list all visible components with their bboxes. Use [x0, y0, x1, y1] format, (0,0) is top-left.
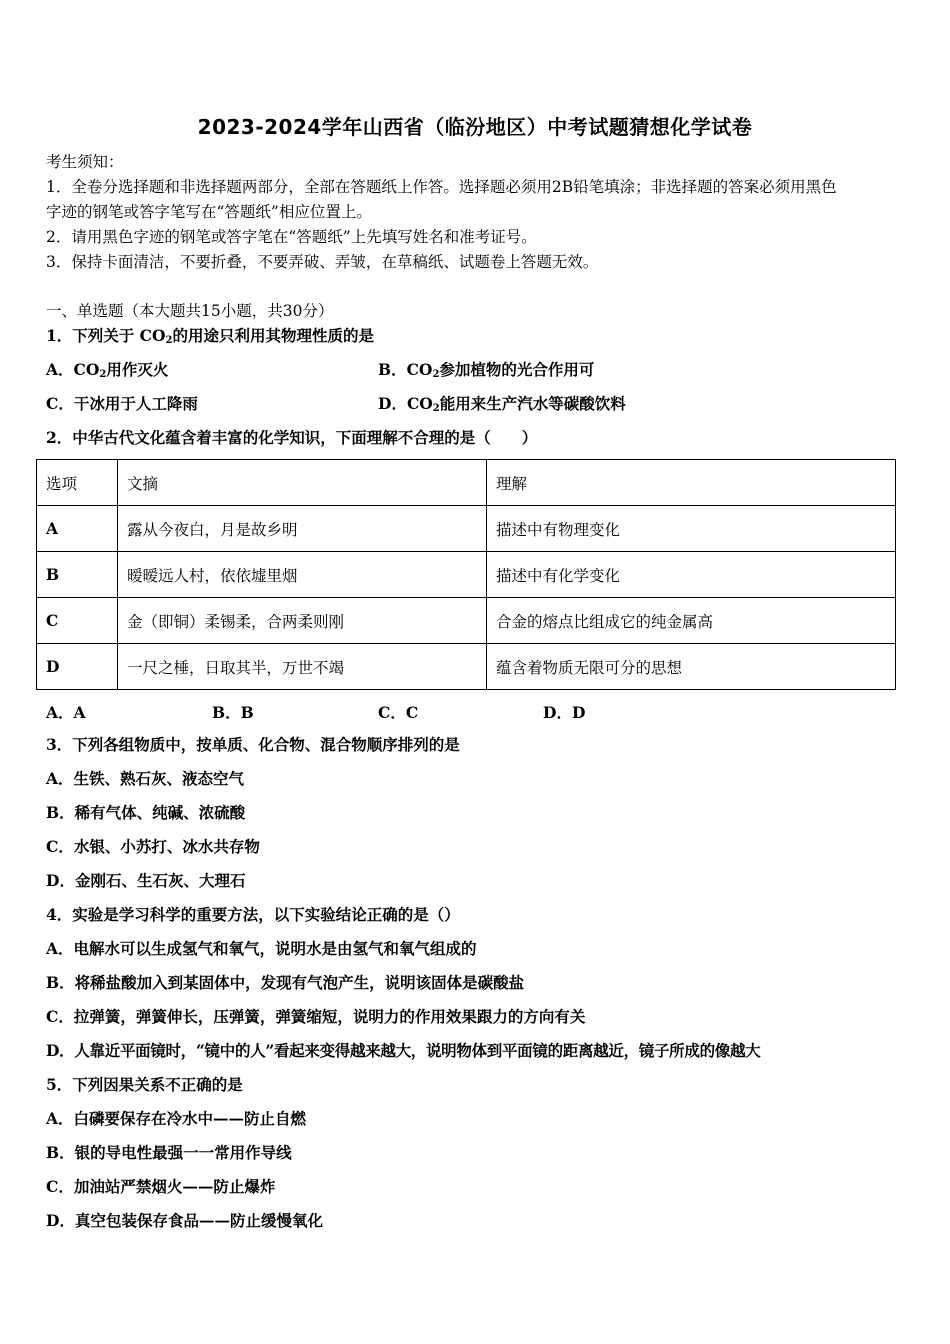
table-cell: 暧暧远人村，依依墟里烟: [118, 552, 487, 598]
table-header-cell: 选项: [37, 460, 118, 506]
table-cell: 一尺之棰，日取其半，万世不竭: [118, 644, 487, 690]
q4-option-c: C．拉弹簧，弹簧伸长，压弹簧，弹簧缩短，说明力的作用效果跟力的方向有关: [46, 1007, 586, 1026]
section-heading: 一、单选题（本大题共15小题，共30分）: [46, 302, 334, 320]
q1-option-b: B．$CO_2$参加植物的光合作用可: [378, 360, 595, 380]
table-row: [37, 552, 896, 598]
q3-stem: 3．下列各组物质中，按单质、化合物、混合物顺序排列的是: [46, 735, 460, 754]
q2-stem: 2．中华古代文化蕴含着丰富的化学知识，下面理解不合理的是（ ）: [46, 428, 538, 447]
table-row: [37, 506, 896, 552]
q5-option-c: C．加油站严禁烟火——防止爆炸: [46, 1177, 276, 1196]
notice-item: 2．请用黑色字迹的钢笔或答字笔在“答题纸”上先填写姓名和准考证号。: [46, 228, 537, 246]
q1-stem: 1．下列关于 $CO_2$的用途只利用其物理性质的是: [46, 326, 375, 346]
table-cell: D: [37, 644, 118, 690]
notice-item: 3．保持卡面清洁，不要折叠，不要弄破、弄皱，在草稿纸、试题卷上答题无效。: [46, 253, 599, 271]
table-cell: A: [37, 506, 118, 552]
q2-option-c: C．C: [378, 703, 419, 722]
q4-option-a: A．电解水可以生成氢气和氧气，说明水是由氢气和氧气组成的: [46, 939, 477, 958]
q3-option-c: C．水银、小苏打、冰水共存物: [46, 837, 260, 856]
q4-stem: 4．实验是学习科学的重要方法，以下实验结论正确的是（）: [46, 905, 460, 924]
table-row: [37, 644, 896, 690]
table-cell: 露从今夜白，月是故乡明: [118, 506, 487, 552]
q2-table: [36, 459, 896, 690]
page-title: 2023-2024学年山西省（临汾地区）中考试题猜想化学试卷: [197, 115, 753, 139]
q2-option-a: A．A: [46, 703, 86, 722]
q2-option-d: D．D: [543, 703, 586, 722]
q4-option-d: D．人靠近平面镜时，“镜中的人”看起来变得越来越大，说明物体到平面镜的距离越近，镜子所成的像越大: [46, 1041, 761, 1060]
table-cell: 蕴含着物质无限可分的思想: [487, 644, 896, 690]
q3-option-d: D．金刚石、生石灰、大理石: [46, 871, 246, 890]
q1-option-c: C．干冰用于人工降雨: [46, 394, 198, 413]
table-row: [37, 598, 896, 644]
table-cell: 描述中有物理变化: [487, 506, 896, 552]
q5-option-b: B．银的导电性最强一一常用作导线: [46, 1143, 292, 1162]
q3-option-a: A．生铁、熟石灰、液态空气: [46, 769, 245, 788]
table-cell: 合金的熔点比组成它的纯金属高: [487, 598, 896, 644]
table-cell: 描述中有化学变化: [487, 552, 896, 598]
table-cell: C: [37, 598, 118, 644]
table-cell: 金（即铜）柔锡柔，合两柔则刚: [118, 598, 487, 644]
q5-option-a: A．白磷要保存在冷水中——防止自燃: [46, 1109, 307, 1128]
q1-option-d: D．$CO_2$能用来生产汽水等碳酸饮料: [378, 394, 626, 414]
notice-heading: 考生须知：: [46, 153, 124, 171]
notice-item: 字迹的钢笔或答字笔写在“答题纸”相应位置上。: [46, 203, 372, 221]
q3-option-b: B．稀有气体、纯碱、浓硫酸: [46, 803, 246, 822]
notice-item: 1．全卷分选择题和非选择题两部分，全部在答题纸上作答。选择题必须用2B铅笔填涂；非选择题的答案必须用黑色: [46, 178, 837, 196]
q1-option-a: A．$CO_2$用作灭火: [46, 360, 169, 380]
q4-option-b: B．将稀盐酸加入到某固体中，发现有气泡产生，说明该固体是碳酸盐: [46, 973, 525, 992]
q5-stem: 5．下列因果关系不正确的是: [46, 1075, 243, 1094]
table-header-cell: 理解: [487, 460, 896, 506]
table-cell: B: [37, 552, 118, 598]
q5-option-d: D．真空包装保存食品——防止缓慢氧化: [46, 1211, 323, 1230]
table-header-row: [37, 460, 896, 506]
q2-option-b: B．B: [212, 703, 254, 722]
table-header-cell: 文摘: [118, 460, 487, 506]
